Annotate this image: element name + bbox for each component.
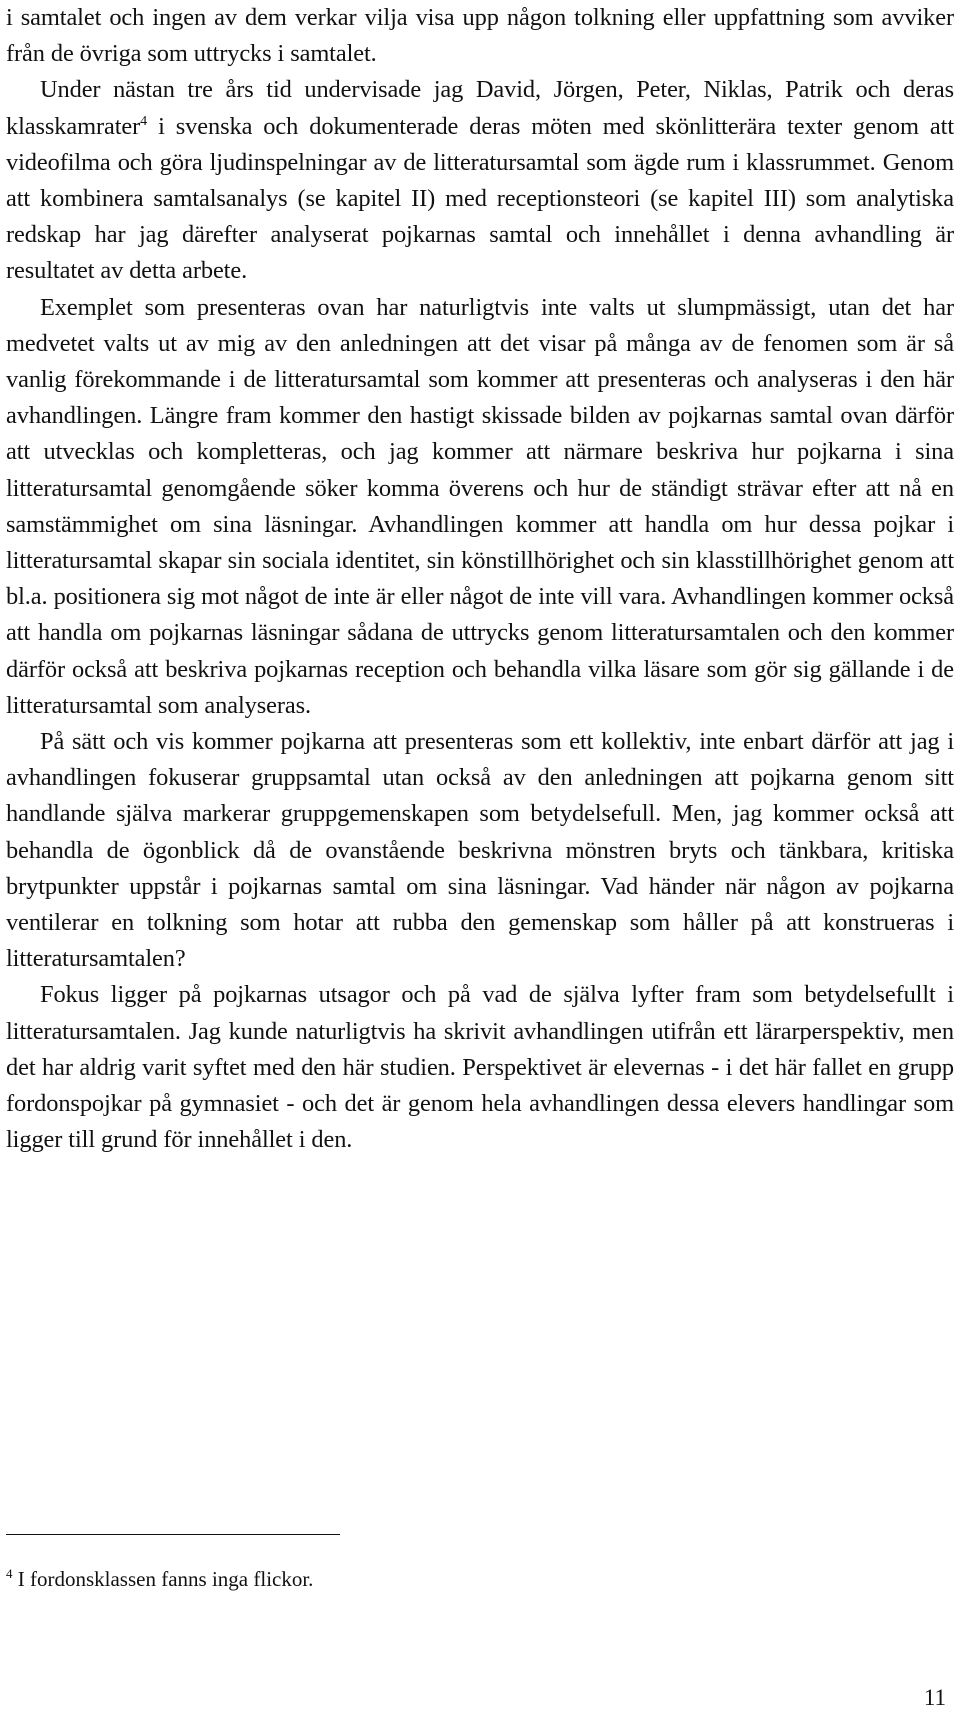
footnote-divider [6,1534,340,1535]
footnote-number: 4 [6,1566,13,1581]
paragraph-text: Under nästan tre års tid undervisade jag David, Jörgen, Peter, Niklas, Patrik och deras klasskamrater [6,76,954,140]
body-text [6,0,954,1159]
footnote-reference[interactable]: 4 [140,113,148,129]
page-number: 11 [923,1685,946,1710]
paragraph-text: i samtalet och ingen av dem verkar vilja visa upp någon tolkning eller uppfattning som avviker från de övriga som uttrycks i samtalet. [6,4,954,68]
paragraph-1 [6,0,954,72]
paragraph-text: Fokus ligger på pojkarnas utsagor och på vad de själva lyfter fram som betydelsefullt i litteratursamtalen. Jag kunde naturligtvis ha skrivit avhandlingen utifrån ett lärarperspektiv, men det har aldrig varit syftet med den här studien. Perspektivet är elevernas - i det här fallet en grupp fordonspojkar på gymnasiet - och det är genom hela avhandlingen dessa elevers handlingar som ligger till grund för innehållet i den. [6,981,954,1154]
paragraph-text: På sätt och vis kommer pojkarna att presenteras som ett kollektiv, inte enbart därför att jag i avhandlingen fokuserar gruppsamtal utan också av den anledningen att pojkarna genom sitt handlande själva markerar gruppgemenskapen som betydelsefull. Men, jag kommer också att behandla de ögonblick då de ovanstående beskrivna mönstren bryts och tänkbara, kritiska brytpunkter uppstår i pojkarnas samtal om sina läsningar. Vad händer när någon av pojkarna ventilerar en tolkning som hotar att rubba den gemenskap som håller på att konstrueras i litteratursamtalen? [6,728,954,973]
paragraph-2 [6,72,954,289]
paragraph-text: i svenska och dokumenterade deras möten med skönlitterära texter genom att videofilma och göra ljudinspelningar av de litteratursamtal som ägde rum i klassrummet. Genom att kombinera samtalsanalys (se kapitel II) med receptionsteori (se kapitel III) som analytiska redskap har jag därefter analyserat pojkarnas samtal och innehållet i denna avhandling är resultatet av detta arbete. [6,112,954,285]
paragraph-text: Exemplet som presenteras ovan har naturligtvis inte valts ut slumpmässigt, utan det har medvetet valts ut av mig av den anledningen att det visar på många av de fenomen som är så vanlig förekommande i de litteratursamtal som kommer att presenteras och analyseras i den här avhandlingen. Längre fram kommer den hastigt skissade bilden av pojkarnas samtal ovan därför att utvecklas och kompletteras, och jag kommer att närmare beskriva hur pojkarna i sina litteratursamtal genomgående söker komma överens och hur de ständigt strävar efter att nå en samstämmighet om sina läsningar. Avhandlingen kommer att handla om hur dessa pojkar i litteratursamtal skapar sin sociala identitet, sin könstillhörighet och sin klasstillhörighet genom att bl.a. positionera sig mot något de inte är eller något de inte vill vara. Avhandlingen kommer också att handla om pojkarnas läsningar sådana de uttrycks genom litteratursamtalen och den kommer därför också att beskriva pojkarnas reception och behandla vilka läsare som gör sig gällande i de litteratursamtal som analyseras. [6,293,954,719]
paragraph-5 [6,977,954,1158]
footnote [6,1566,313,1592]
footnote-text: I fordonsklassen fanns inga flickor. [12,1567,314,1591]
paragraph-3 [6,290,954,724]
paragraph-4 [6,724,954,977]
